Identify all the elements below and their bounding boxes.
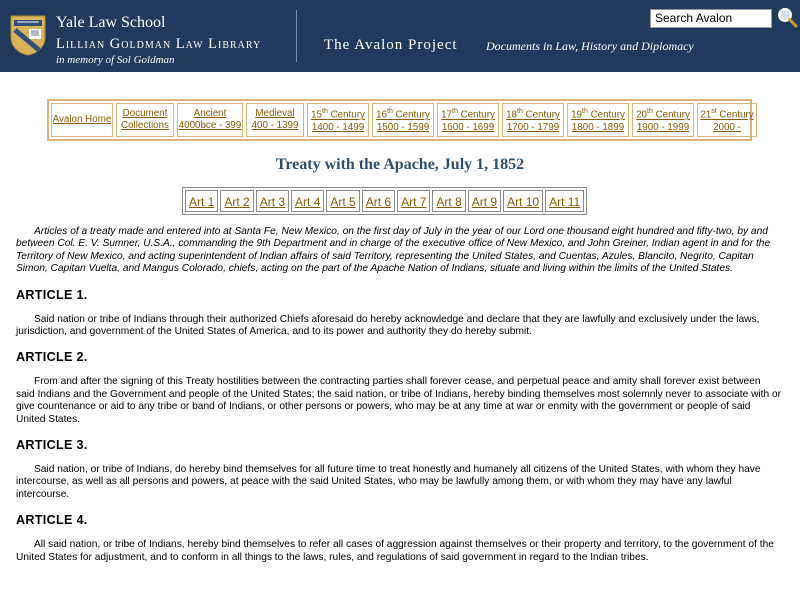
era-navigation [47, 99, 752, 141]
nav-label: Ancient [193, 108, 227, 119]
century-number: 19 [571, 109, 582, 121]
art-link-11[interactable]: Art 11 [545, 190, 584, 212]
nav-19th-century[interactable] [567, 103, 629, 137]
nav-label-2: 1500 - 1599 [376, 121, 430, 133]
nav-17th-century[interactable] [437, 103, 499, 137]
art-link-5[interactable]: Art 5 [326, 190, 359, 212]
century-suffix: th [582, 108, 588, 116]
century-suffix: th [517, 108, 523, 116]
century-suffix: th [452, 108, 458, 116]
nav-label-2: 2000 - [713, 121, 741, 133]
art-link-2[interactable]: Art 2 [220, 190, 253, 212]
avalon-project-subtitle: Documents in Law, History and Diplomacy [486, 39, 694, 53]
school-name[interactable]: Yale Law School [56, 14, 166, 31]
nav-label: Avalon Home [52, 114, 112, 125]
avalon-project-title[interactable]: The Avalon Project [324, 37, 458, 53]
nav-21st-century[interactable] [697, 103, 757, 137]
nav-label [503, 106, 563, 121]
nav-label [568, 106, 628, 121]
nav-label-2: 1900 - 1999 [636, 121, 690, 133]
nav-label-2: Collections [121, 120, 169, 131]
nav-avalon-home[interactable] [51, 103, 113, 137]
library-name[interactable]: Lillian Goldman Law Library [56, 36, 262, 52]
yale-shield-logo[interactable] [9, 14, 47, 56]
nav-label-2: 1800 - 1899 [571, 121, 625, 133]
century-word: Century [655, 109, 690, 121]
treaty-preamble: Articles of a treaty made and entered into at Santa Fe, New Mexico, on the first day of July in the year of our Lord one thousand eight hundred and fifty-two, by and between Col. E. V. Sumner, U.S.A., commanding the 9th Department and in charge of the executive office of New Mexico, and John Greiner, Indian agent in and for the Territory of New Mexico, and acting superintendent of Indian affairs of said Territory, representing the United States, and Cuentas, Azules, Blancito, Negrito, Capitan Simon, Capitan Vuelta, and Mangus Colorado, chiefs, acting on the part of the Apache Nation of Indians, situate and living within the limits of the United States. [16, 226, 771, 275]
nav-medieval[interactable] [246, 103, 304, 137]
art-link-6[interactable]: Art 6 [362, 190, 395, 212]
nav-label [633, 106, 693, 121]
century-word: Century [719, 109, 754, 121]
nav-label-2: 1400 - 1499 [311, 121, 365, 133]
art-link-8[interactable]: Art 8 [432, 190, 465, 212]
nav-label: Medieval [255, 108, 295, 119]
century-number: 21 [700, 109, 712, 121]
memory-line: in memory of Sol Goldman [56, 54, 175, 66]
nav-label-2: 1700 - 1799 [506, 121, 560, 133]
article-text: Said nation or tribe of Indians through their authorized Chiefs aforesaid do hereby acknowledge and declare that they are lawfully and exclusively under the laws, jurisdiction, and government of the United States of America, and to its power and authority they do hereby submit. [16, 313, 760, 338]
nav-ancient[interactable] [177, 103, 243, 137]
nav-18th-century[interactable] [502, 103, 564, 137]
nav-label: Document [122, 108, 168, 119]
article-navigation [182, 187, 587, 215]
century-number: 17 [441, 109, 452, 121]
article-heading: ARTICLE 3. [16, 438, 88, 453]
nav-15th-century[interactable] [307, 103, 369, 137]
header-divider [296, 10, 297, 62]
treaty-content [16, 226, 782, 564]
nav-label [438, 106, 498, 121]
nav-label [373, 106, 433, 121]
art-link-10[interactable]: Art 10 [503, 190, 543, 212]
nav-label-2: 4000bce - 399 [178, 120, 242, 131]
article-text: From and after the signing of this Treaty hostilities between the contracting parties shall forever cease, and perpetual peace and amity shall forever exist between said Indians and the Government and people of the United States; the said nation, or tribe of Indians, hereby binding themselves most solemnly never to associate with or give countenance or aid to any tribe or band of Indians, or other persons or powers, who may be at any time at war or enmity with the government or people of said United States. [16, 376, 782, 425]
century-number: 18 [506, 109, 517, 121]
art-link-3[interactable]: Art 3 [256, 190, 289, 212]
site-header [0, 0, 800, 72]
art-link-7[interactable]: Art 7 [397, 190, 430, 212]
century-word: Century [590, 109, 625, 121]
search-input[interactable]: Search Avalon [650, 9, 772, 28]
art-link-9[interactable]: Art 9 [468, 190, 501, 212]
century-number: 20 [636, 109, 647, 121]
nav-document-collections[interactable] [116, 103, 174, 137]
art-link-1[interactable]: Art 1 [185, 190, 218, 212]
nav-20th-century[interactable] [632, 103, 694, 137]
century-number: 15 [311, 109, 322, 121]
article-heading: ARTICLE 2. [16, 350, 88, 365]
article-heading: ARTICLE 4. [16, 513, 88, 528]
article-text: Said nation, or tribe of Indians, do hereby bind themselves for all future time to treat honestly and humanely all citizens of the United States, with whom they have intercourse, as well as all persons and powers, at peace with the said United States, who may be lawfully among them, or with whom they may have any lawful intercourse. [16, 464, 761, 500]
century-word: Century [395, 109, 430, 121]
nav-label [308, 106, 368, 121]
page-title: Treaty with the Apache, July 1, 1852 [275, 156, 525, 173]
nav-label-2: 1600 - 1699 [441, 121, 495, 133]
century-suffix: st [711, 108, 717, 116]
article-heading: ARTICLE 1. [16, 287, 88, 302]
century-word: Century [525, 109, 560, 121]
nav-16th-century[interactable] [372, 103, 434, 137]
century-number: 16 [376, 109, 387, 121]
century-word: Century [330, 109, 365, 121]
nav-label-2: 400 - 1399 [251, 120, 299, 131]
nav-label [698, 106, 756, 121]
century-suffix: th [647, 108, 653, 116]
art-link-4[interactable]: Art 4 [291, 190, 324, 212]
century-suffix: th [387, 108, 393, 116]
article-text: All said nation, or tribe of Indians, hereby bind themselves to refer all cases of aggression against themselves or their property and territory, to the government of the United States for adjustment, and to conform in all things to the laws, rules, and regulations of said government in regard to the Indian tribes. [16, 539, 774, 563]
search-icon[interactable] [776, 6, 798, 28]
century-word: Century [460, 109, 495, 121]
century-suffix: th [322, 108, 328, 116]
